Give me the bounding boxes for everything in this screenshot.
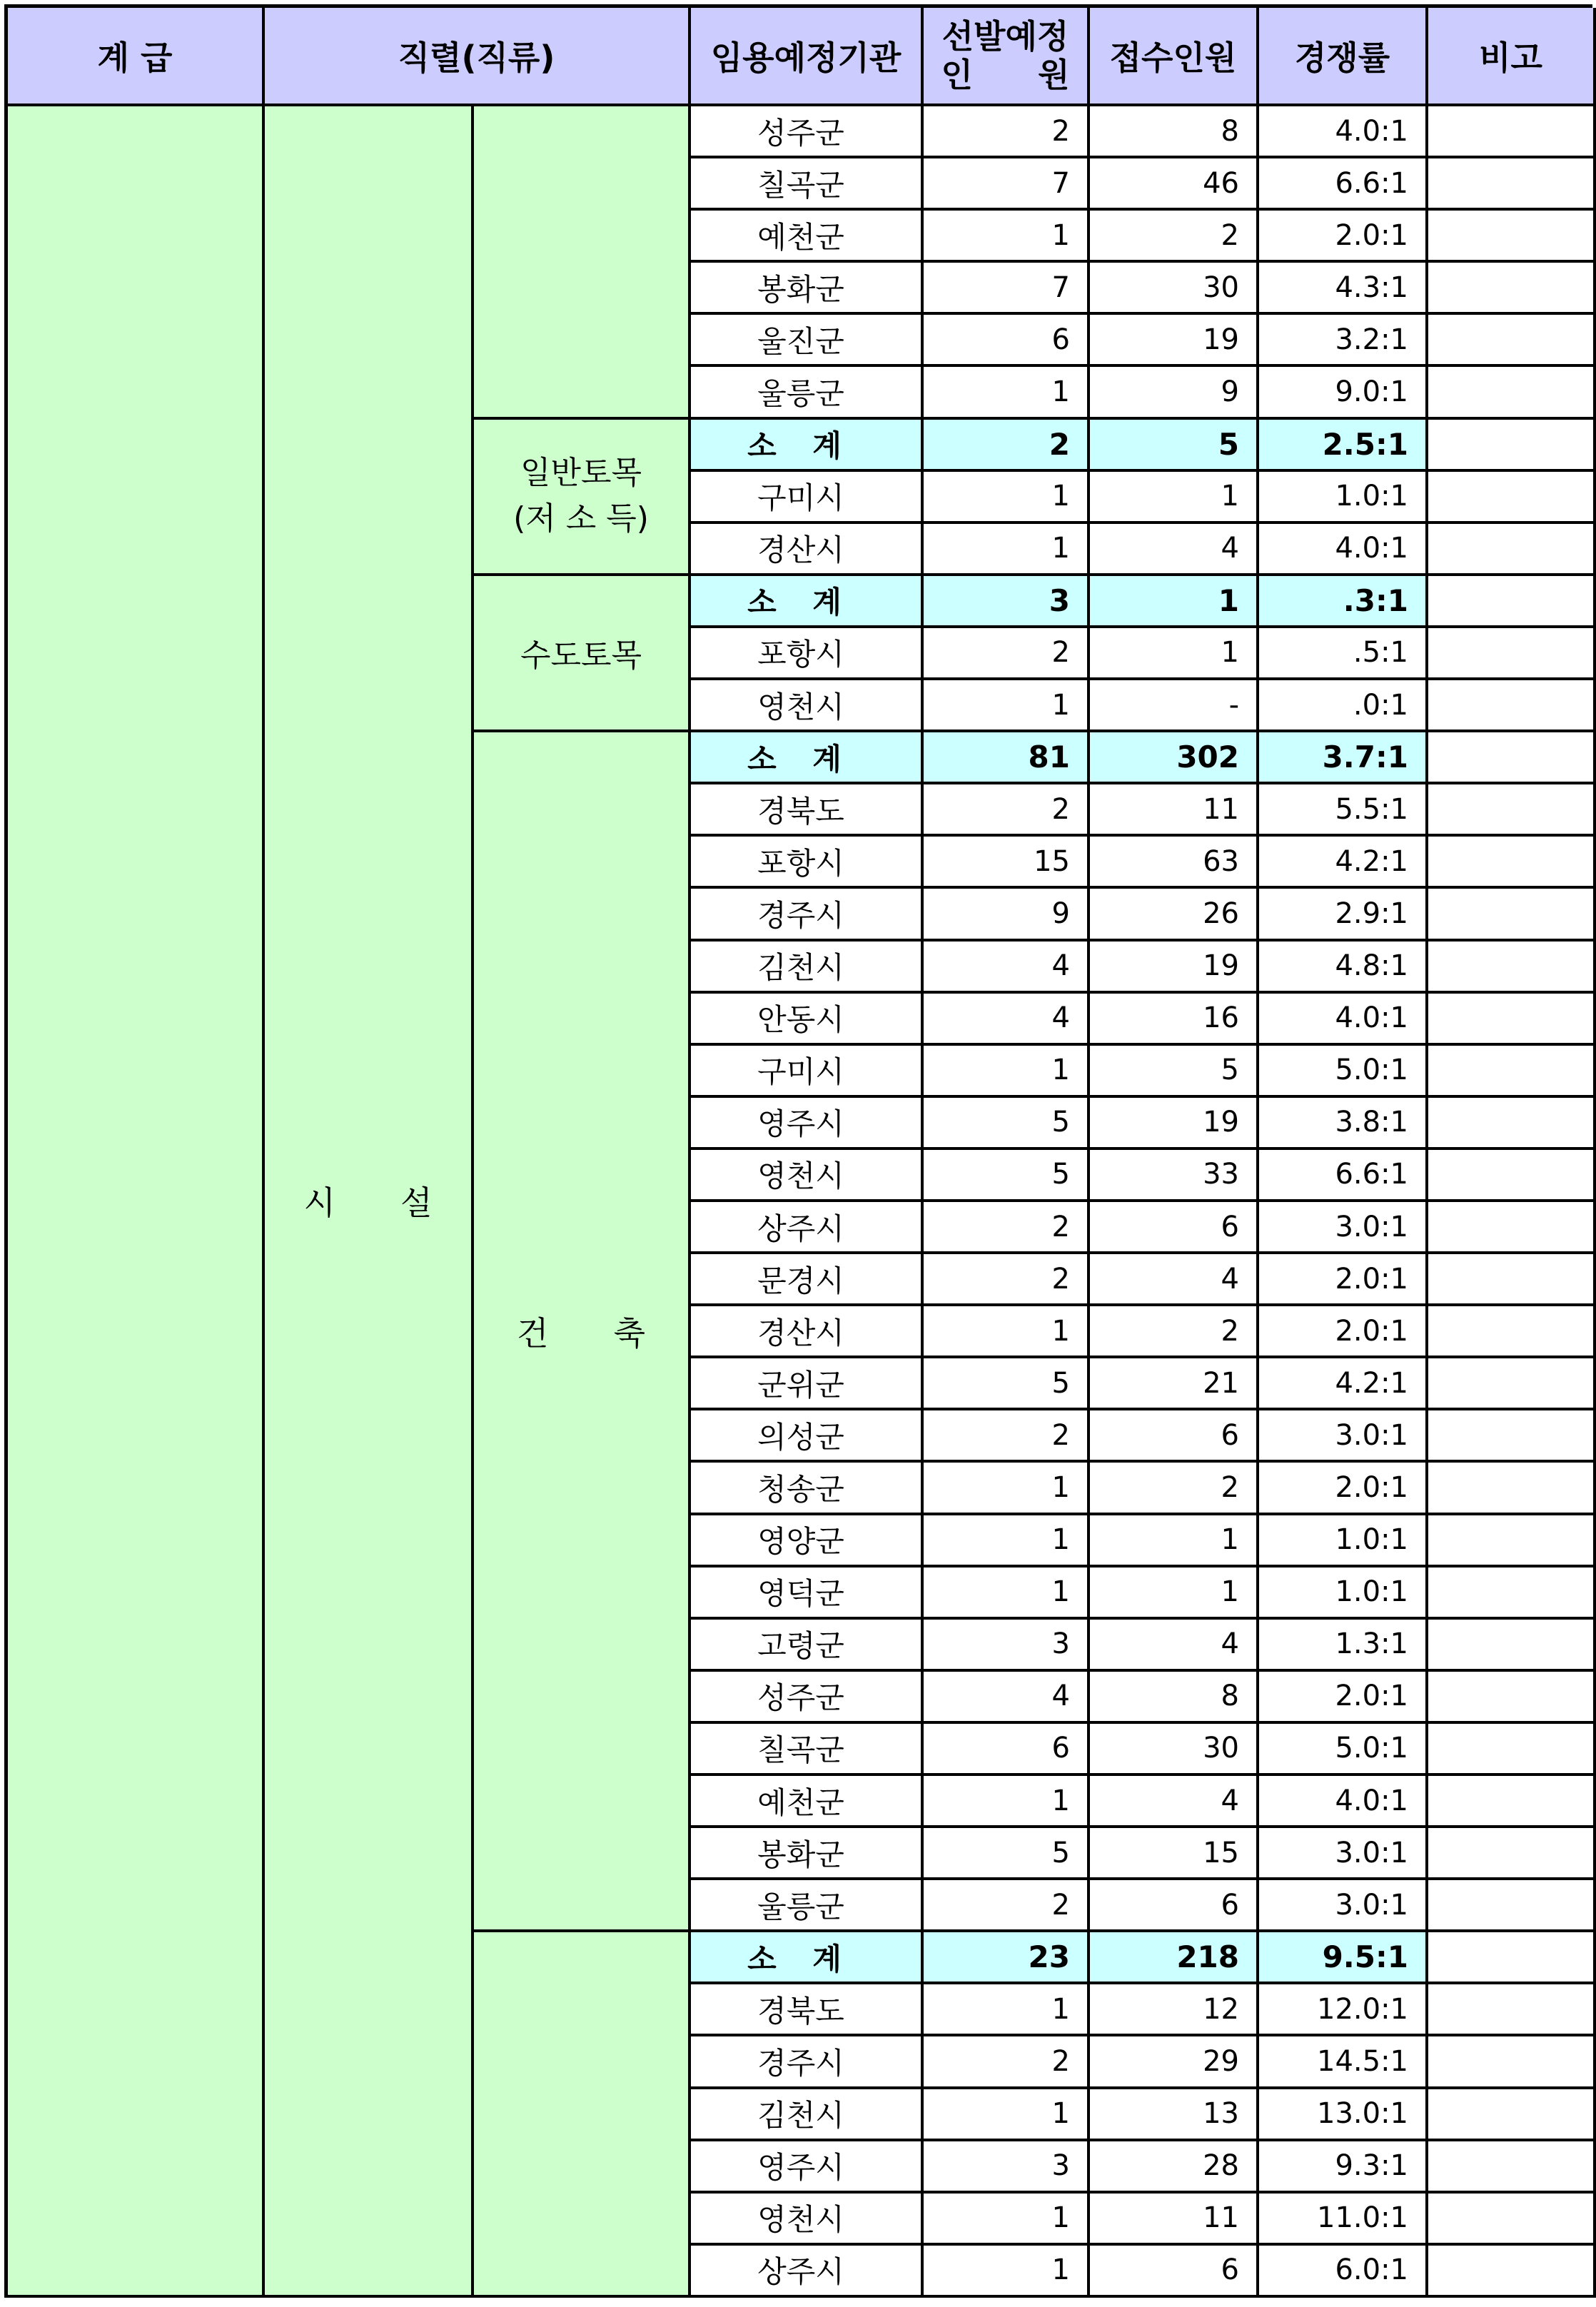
planned-count-cell: 2 (924, 1254, 1090, 1306)
competition-ratio-cell: 4.0:1 (1259, 524, 1428, 576)
competition-ratio-cell: 3.0:1 (1259, 1410, 1428, 1463)
applicants-count-cell: 19 (1090, 315, 1259, 367)
subseries-architecture-a: 건 (517, 1313, 549, 1353)
competition-ratio-cell: 6.6:1 (1259, 1150, 1428, 1202)
remark-cell (1428, 1202, 1596, 1254)
applicants-count-cell: 15 (1090, 1828, 1259, 1880)
remark-cell (1428, 628, 1596, 680)
agency-cell: 칠곡군 (691, 1724, 924, 1776)
agency-cell: 구미시 (691, 1046, 924, 1098)
applicants-count-cell: 12 (1090, 1984, 1259, 2036)
header-remark: 비고 (1428, 8, 1596, 106)
planned-count-cell: 4 (924, 1672, 1090, 1724)
competition-ratio-cell: 11.0:1 (1259, 2194, 1428, 2246)
remark-cell (1428, 784, 1596, 837)
header-planned (924, 8, 1090, 106)
applicants-count-cell: 33 (1090, 1150, 1259, 1202)
competition-ratio-cell: 13.0:1 (1259, 2089, 1428, 2141)
planned-count-cell: 1 (924, 2246, 1090, 2298)
competition-ratio-cell: .5:1 (1259, 628, 1428, 680)
competition-ratio-cell: 6.6:1 (1259, 158, 1428, 211)
agency-cell: 울릉군 (691, 367, 924, 419)
agency-cell: 상주시 (691, 1202, 924, 1254)
subseries-architecture-b: 축 (613, 1313, 645, 1353)
remark-cell (1428, 1098, 1596, 1150)
applicants-count-cell: 21 (1090, 1358, 1259, 1410)
applicants-count-cell: 16 (1090, 994, 1259, 1046)
planned-count-cell: 7 (924, 263, 1090, 315)
applicants-count-cell: 63 (1090, 837, 1259, 889)
competition-ratio-cell: 4.3:1 (1259, 263, 1428, 315)
competition-ratio-cell: 4.0:1 (1259, 994, 1428, 1046)
applicants-count-cell: 1 (1090, 1568, 1259, 1620)
applicants-count-cell: 5 (1090, 1046, 1259, 1098)
competition-ratio-cell: 4.2:1 (1259, 1358, 1428, 1410)
agency-cell: 안동시 (691, 994, 924, 1046)
competition-ratio-cell: 4.0:1 (1259, 1776, 1428, 1828)
subseries-cell-continued (474, 106, 691, 420)
competition-ratio-cell: 3.0:1 (1259, 1202, 1428, 1254)
applicants-count-cell: 2 (1090, 211, 1259, 263)
remark-cell (1428, 1046, 1596, 1098)
remark-cell (1428, 1828, 1596, 1880)
applicants-count-cell: 2 (1090, 1306, 1259, 1358)
agency-cell: 봉화군 (691, 1828, 924, 1880)
applicants-count-cell: 6 (1090, 1880, 1259, 1932)
agency-cell: 문경시 (691, 1254, 924, 1306)
planned-count-cell: 4 (924, 942, 1090, 994)
remark-cell (1428, 315, 1596, 367)
remark-cell (1428, 1776, 1596, 1828)
applicants-count-cell: - (1090, 680, 1259, 732)
agency-cell: 예천군 (691, 211, 924, 263)
planned-count-cell: 1 (924, 680, 1090, 732)
applicants-count-cell: 26 (1090, 889, 1259, 941)
agency-cell: 영천시 (691, 2194, 924, 2246)
agency-cell: 고령군 (691, 1620, 924, 1672)
competition-ratio-cell: 1.0:1 (1259, 1568, 1428, 1620)
competition-ratio-cell: .0:1 (1259, 680, 1428, 732)
remark-cell (1428, 1358, 1596, 1410)
competition-ratio-cell: 1.3:1 (1259, 1620, 1428, 1672)
header-planned-line2 (941, 56, 1070, 94)
applicants-count-cell: 5 (1090, 420, 1259, 472)
subseries-cell-next (474, 1932, 691, 2298)
planned-count-cell: 1 (924, 2194, 1090, 2246)
competition-ratio-cell: .3:1 (1259, 576, 1428, 628)
subseries-water-civil: 수도토목 (474, 576, 691, 732)
agency-cell: 김천시 (691, 942, 924, 994)
header-planned-line1: 선발예정 (941, 16, 1069, 56)
recruitment-table (4, 4, 1592, 2298)
agency-cell: 성주군 (691, 1672, 924, 1724)
competition-ratio-cell: 5.0:1 (1259, 1046, 1428, 1098)
agency-cell: 울릉군 (691, 1880, 924, 1932)
competition-ratio-cell: 5.0:1 (1259, 1724, 1428, 1776)
competition-ratio-cell: 3.7:1 (1259, 732, 1428, 784)
applicants-count-cell: 19 (1090, 1098, 1259, 1150)
planned-count-cell: 2 (924, 1880, 1090, 1932)
remark-cell (1428, 1672, 1596, 1724)
planned-count-cell: 3 (924, 576, 1090, 628)
agency-cell: 영주시 (691, 1098, 924, 1150)
agency-cell: 영주시 (691, 2141, 924, 2194)
agency-cell: 포항시 (691, 837, 924, 889)
applicants-count-cell: 302 (1090, 732, 1259, 784)
planned-count-cell: 2 (924, 420, 1090, 472)
remark-cell (1428, 2141, 1596, 2194)
remark-cell (1428, 106, 1596, 158)
header-agency: 임용예정기관 (691, 8, 924, 106)
agency-cell: 영천시 (691, 680, 924, 732)
applicants-count-cell: 1 (1090, 628, 1259, 680)
planned-count-cell: 4 (924, 994, 1090, 1046)
agency-cell: 경주시 (691, 889, 924, 941)
applicants-count-cell: 4 (1090, 1254, 1259, 1306)
subseries-general-low-income-line2: (저 소 득) (513, 500, 649, 537)
agency-cell: 경주시 (691, 2036, 924, 2089)
competition-ratio-cell: 12.0:1 (1259, 1984, 1428, 2036)
agency-cell: 경북도 (691, 784, 924, 837)
planned-count-cell: 81 (924, 732, 1090, 784)
agency-cell: 의성군 (691, 1410, 924, 1463)
header-planned-line2-b: 원 (1038, 56, 1070, 94)
series-cell (265, 106, 474, 2298)
planned-count-cell: 2 (924, 1410, 1090, 1463)
series-name-b: 설 (400, 1183, 433, 1222)
remark-cell (1428, 994, 1596, 1046)
applicants-count-cell: 4 (1090, 1620, 1259, 1672)
header-applicants: 접수인원 (1090, 8, 1259, 106)
subseries-architecture (474, 732, 691, 1932)
applicants-count-cell: 8 (1090, 106, 1259, 158)
agency-cell: 영양군 (691, 1515, 924, 1568)
subseries-general-low-income-line1: 일반토목 (520, 455, 642, 492)
remark-cell (1428, 1463, 1596, 1515)
planned-count-cell: 6 (924, 1724, 1090, 1776)
applicants-count-cell: 6 (1090, 1202, 1259, 1254)
planned-count-cell: 9 (924, 889, 1090, 941)
planned-count-cell: 1 (924, 1306, 1090, 1358)
competition-ratio-cell: 2.0:1 (1259, 1672, 1428, 1724)
agency-cell: 경북도 (691, 1984, 924, 2036)
remark-cell (1428, 1984, 1596, 2036)
remark-cell (1428, 524, 1596, 576)
remark-cell (1428, 732, 1596, 784)
agency-cell: 경산시 (691, 524, 924, 576)
competition-ratio-cell: 3.2:1 (1259, 315, 1428, 367)
competition-ratio-cell: 5.5:1 (1259, 784, 1428, 837)
competition-ratio-cell: 14.5:1 (1259, 2036, 1428, 2089)
applicants-count-cell: 6 (1090, 2246, 1259, 2298)
applicants-count-cell: 9 (1090, 367, 1259, 419)
agency-cell: 상주시 (691, 2246, 924, 2298)
planned-count-cell: 6 (924, 315, 1090, 367)
subtotal-label: 소 계 (691, 576, 924, 628)
applicants-count-cell: 46 (1090, 158, 1259, 211)
remark-cell (1428, 2194, 1596, 2246)
subtotal-label: 소 계 (691, 420, 924, 472)
remark-cell (1428, 2036, 1596, 2089)
planned-count-cell: 1 (924, 1776, 1090, 1828)
applicants-count-cell: 30 (1090, 1724, 1259, 1776)
planned-count-cell: 1 (924, 1984, 1090, 2036)
planned-count-cell: 5 (924, 1150, 1090, 1202)
agency-cell: 칠곡군 (691, 158, 924, 211)
agency-cell: 영천시 (691, 1150, 924, 1202)
agency-cell: 청송군 (691, 1463, 924, 1515)
agency-cell: 포항시 (691, 628, 924, 680)
agency-cell: 영덕군 (691, 1568, 924, 1620)
competition-ratio-cell: 2.9:1 (1259, 889, 1428, 941)
remark-cell (1428, 1724, 1596, 1776)
applicants-count-cell: 4 (1090, 524, 1259, 576)
remark-cell (1428, 1515, 1596, 1568)
applicants-count-cell: 8 (1090, 1672, 1259, 1724)
applicants-count-cell: 28 (1090, 2141, 1259, 2194)
remark-cell (1428, 576, 1596, 628)
applicants-count-cell: 11 (1090, 784, 1259, 837)
applicants-count-cell: 13 (1090, 2089, 1259, 2141)
planned-count-cell: 5 (924, 1828, 1090, 1880)
header-planned-line2-a: 인 (941, 56, 973, 94)
remark-cell (1428, 420, 1596, 472)
applicants-count-cell: 29 (1090, 2036, 1259, 2089)
agency-cell: 봉화군 (691, 263, 924, 315)
competition-ratio-cell: 2.0:1 (1259, 211, 1428, 263)
applicants-count-cell: 1 (1090, 472, 1259, 524)
agency-cell: 김천시 (691, 2089, 924, 2141)
competition-ratio-cell: 1.0:1 (1259, 1515, 1428, 1568)
applicants-count-cell: 4 (1090, 1776, 1259, 1828)
remark-cell (1428, 1568, 1596, 1620)
planned-count-cell: 1 (924, 2089, 1090, 2141)
remark-cell (1428, 211, 1596, 263)
subseries-architecture-label (517, 1308, 645, 1355)
series-name (304, 1177, 433, 1224)
remark-cell (1428, 889, 1596, 941)
header-ratio: 경쟁률 (1259, 8, 1428, 106)
competition-ratio-cell: 3.8:1 (1259, 1098, 1428, 1150)
planned-count-cell: 1 (924, 472, 1090, 524)
planned-count-cell: 2 (924, 1202, 1090, 1254)
planned-count-cell: 2 (924, 784, 1090, 837)
competition-ratio-cell: 9.5:1 (1259, 1932, 1428, 1984)
subseries-general-low-income (474, 420, 691, 576)
competition-ratio-cell: 2.0:1 (1259, 1306, 1428, 1358)
applicants-count-cell: 1 (1090, 1515, 1259, 1568)
remark-cell (1428, 2246, 1596, 2298)
applicants-count-cell: 11 (1090, 2194, 1259, 2246)
planned-count-cell: 2 (924, 628, 1090, 680)
planned-count-cell: 23 (924, 1932, 1090, 1984)
competition-ratio-cell: 2.5:1 (1259, 420, 1428, 472)
agency-cell: 예천군 (691, 1776, 924, 1828)
competition-ratio-cell: 3.0:1 (1259, 1880, 1428, 1932)
competition-ratio-cell: 2.0:1 (1259, 1463, 1428, 1515)
competition-ratio-cell: 1.0:1 (1259, 472, 1428, 524)
header-series: 직렬(직류) (265, 8, 691, 106)
remark-cell (1428, 837, 1596, 889)
agency-cell: 군위군 (691, 1358, 924, 1410)
competition-ratio-cell: 9.3:1 (1259, 2141, 1428, 2194)
remark-cell (1428, 472, 1596, 524)
applicants-count-cell: 1 (1090, 576, 1259, 628)
planned-count-cell: 1 (924, 367, 1090, 419)
remark-cell (1428, 158, 1596, 211)
planned-count-cell: 1 (924, 1568, 1090, 1620)
competition-ratio-cell: 9.0:1 (1259, 367, 1428, 419)
remark-cell (1428, 942, 1596, 994)
planned-count-cell: 1 (924, 524, 1090, 576)
remark-cell (1428, 1306, 1596, 1358)
competition-ratio-cell: 2.0:1 (1259, 1254, 1428, 1306)
remark-cell (1428, 1932, 1596, 1984)
applicants-count-cell: 30 (1090, 263, 1259, 315)
header-grade: 계 급 (8, 8, 265, 106)
applicants-count-cell: 218 (1090, 1932, 1259, 1984)
agency-cell: 경산시 (691, 1306, 924, 1358)
series-name-a: 시 (303, 1183, 335, 1222)
agency-cell: 구미시 (691, 472, 924, 524)
remark-cell (1428, 1254, 1596, 1306)
competition-ratio-cell: 3.0:1 (1259, 1828, 1428, 1880)
planned-count-cell: 5 (924, 1358, 1090, 1410)
planned-count-cell: 5 (924, 1098, 1090, 1150)
subtotal-label: 소 계 (691, 732, 924, 784)
remark-cell (1428, 367, 1596, 419)
subtotal-label: 소 계 (691, 1932, 924, 1984)
planned-count-cell: 7 (924, 158, 1090, 211)
planned-count-cell: 2 (924, 106, 1090, 158)
planned-count-cell: 2 (924, 2036, 1090, 2089)
agency-cell: 울진군 (691, 315, 924, 367)
applicants-count-cell: 6 (1090, 1410, 1259, 1463)
remark-cell (1428, 1880, 1596, 1932)
planned-count-cell: 1 (924, 1463, 1090, 1515)
planned-count-cell: 3 (924, 1620, 1090, 1672)
grade-cell (8, 106, 265, 2298)
competition-ratio-cell: 4.2:1 (1259, 837, 1428, 889)
remark-cell (1428, 2089, 1596, 2141)
competition-ratio-cell: 6.0:1 (1259, 2246, 1428, 2298)
planned-count-cell: 1 (924, 1046, 1090, 1098)
planned-count-cell: 15 (924, 837, 1090, 889)
remark-cell (1428, 1620, 1596, 1672)
remark-cell (1428, 1410, 1596, 1463)
planned-count-cell: 1 (924, 211, 1090, 263)
applicants-count-cell: 19 (1090, 942, 1259, 994)
planned-count-cell: 1 (924, 1515, 1090, 1568)
remark-cell (1428, 680, 1596, 732)
competition-ratio-cell: 4.8:1 (1259, 942, 1428, 994)
applicants-count-cell: 2 (1090, 1463, 1259, 1515)
competition-ratio-cell: 4.0:1 (1259, 106, 1428, 158)
remark-cell (1428, 263, 1596, 315)
remark-cell (1428, 1150, 1596, 1202)
agency-cell: 성주군 (691, 106, 924, 158)
planned-count-cell: 3 (924, 2141, 1090, 2194)
